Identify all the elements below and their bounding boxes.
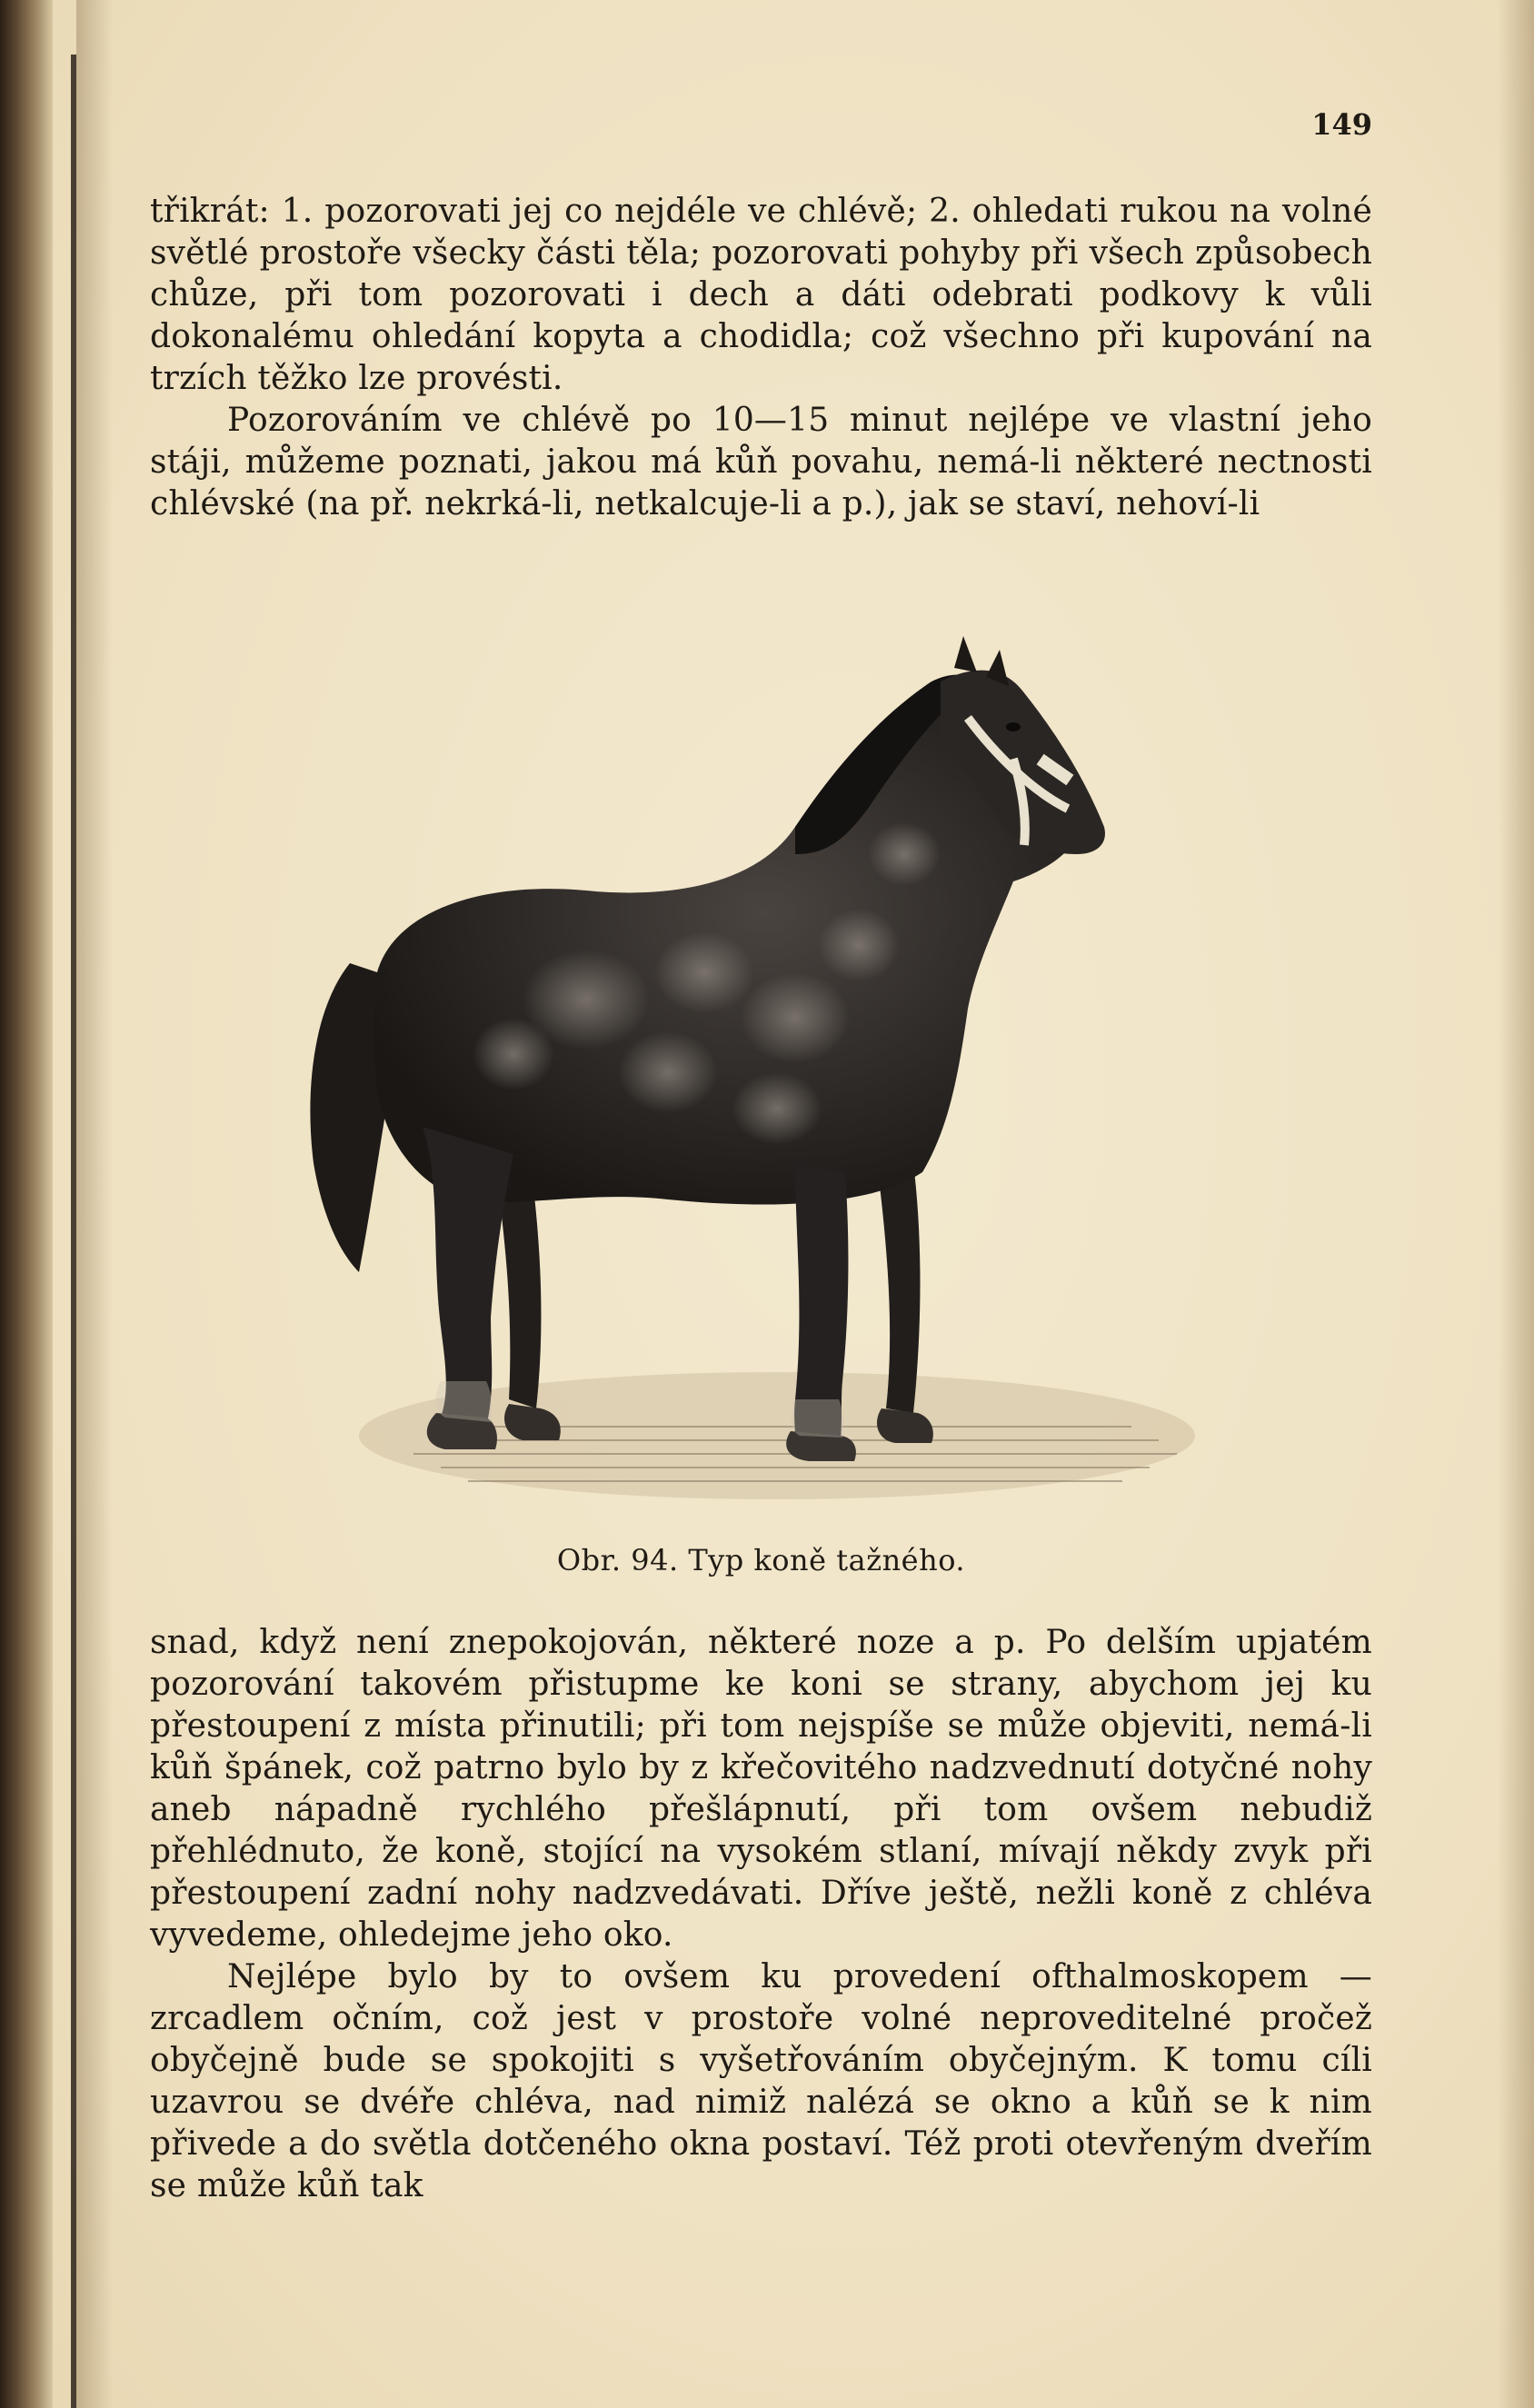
page-number: 149 xyxy=(1311,107,1372,142)
figure xyxy=(286,582,1250,1527)
text-block-top xyxy=(150,191,1372,525)
paragraph: třikrát: 1. pozorovati jej co nejdéle ve chlévě; 2. ohledati rukou na volné světlé prostoře všecky části těla; pozorovati pohyby při všech způsobech chůze, při tom pozorovati i dech a dáti odebrati podkovy k vůli dokonalému ohledání kopyta a chodidla; což všechno při kupování na trzích těžko lze provésti. xyxy=(150,193,1372,397)
draft-horse-illustration xyxy=(286,582,1250,1527)
page-edge xyxy=(1498,0,1534,2408)
paragraph: Nejlépe bylo by to ovšem ku provedení ofthalmoskopem — zrcadlem očním, což jest v prostoře volné neproveditelné pročež obyčejně bude se spokojiti s vyšetřováním obyčejným. K tomu cíli uzavrou se dvéře chléva, nad nimiž nalézá se okno a kůň se k nim přivede a do světla dotčeného okna postaví. Též proti otevřeným dveřím se může kůň tak xyxy=(150,1958,1372,2204)
text-block-bottom xyxy=(150,1622,1372,2207)
figure-caption: Obr. 94. Typ koně tažného. xyxy=(556,1543,966,1577)
paragraph: Pozorováním ve chlévě po 10—15 minut nejlépe ve vlastní jeho stáji, můžeme poznati, jakou má kůň povahu, nemá-li některé nectnosti chlévské (na př. nekrká-li, netkalcuje-li a p.), jak se staví, nehoví-li xyxy=(150,402,1372,522)
book-spine xyxy=(0,0,53,2408)
paragraph: snad, když není znepokojován, některé noze a p. Po delším upjatém pozorování takovém přistupme ke koni se strany, abychom jej ku přestoupení z místa přinutili; při tom nejspíše se může objeviti, nemá-li kůň špánek, což patrno bylo by z křečovitého nadzvednutí dotyčné nohy aneb nápadně rychlého přešlápnutí, při tom ovšem nebudiž přehlédnuto, že koně, stojící na vysokém stlaní, mívají někdy zvyk při přestoupení zadní nohy nadzvedávati. Dříve ještě, nežli koně z chléva vyvedeme, ohledejme jeho oko. xyxy=(150,1624,1372,1954)
gutter-shadow xyxy=(76,0,113,2408)
